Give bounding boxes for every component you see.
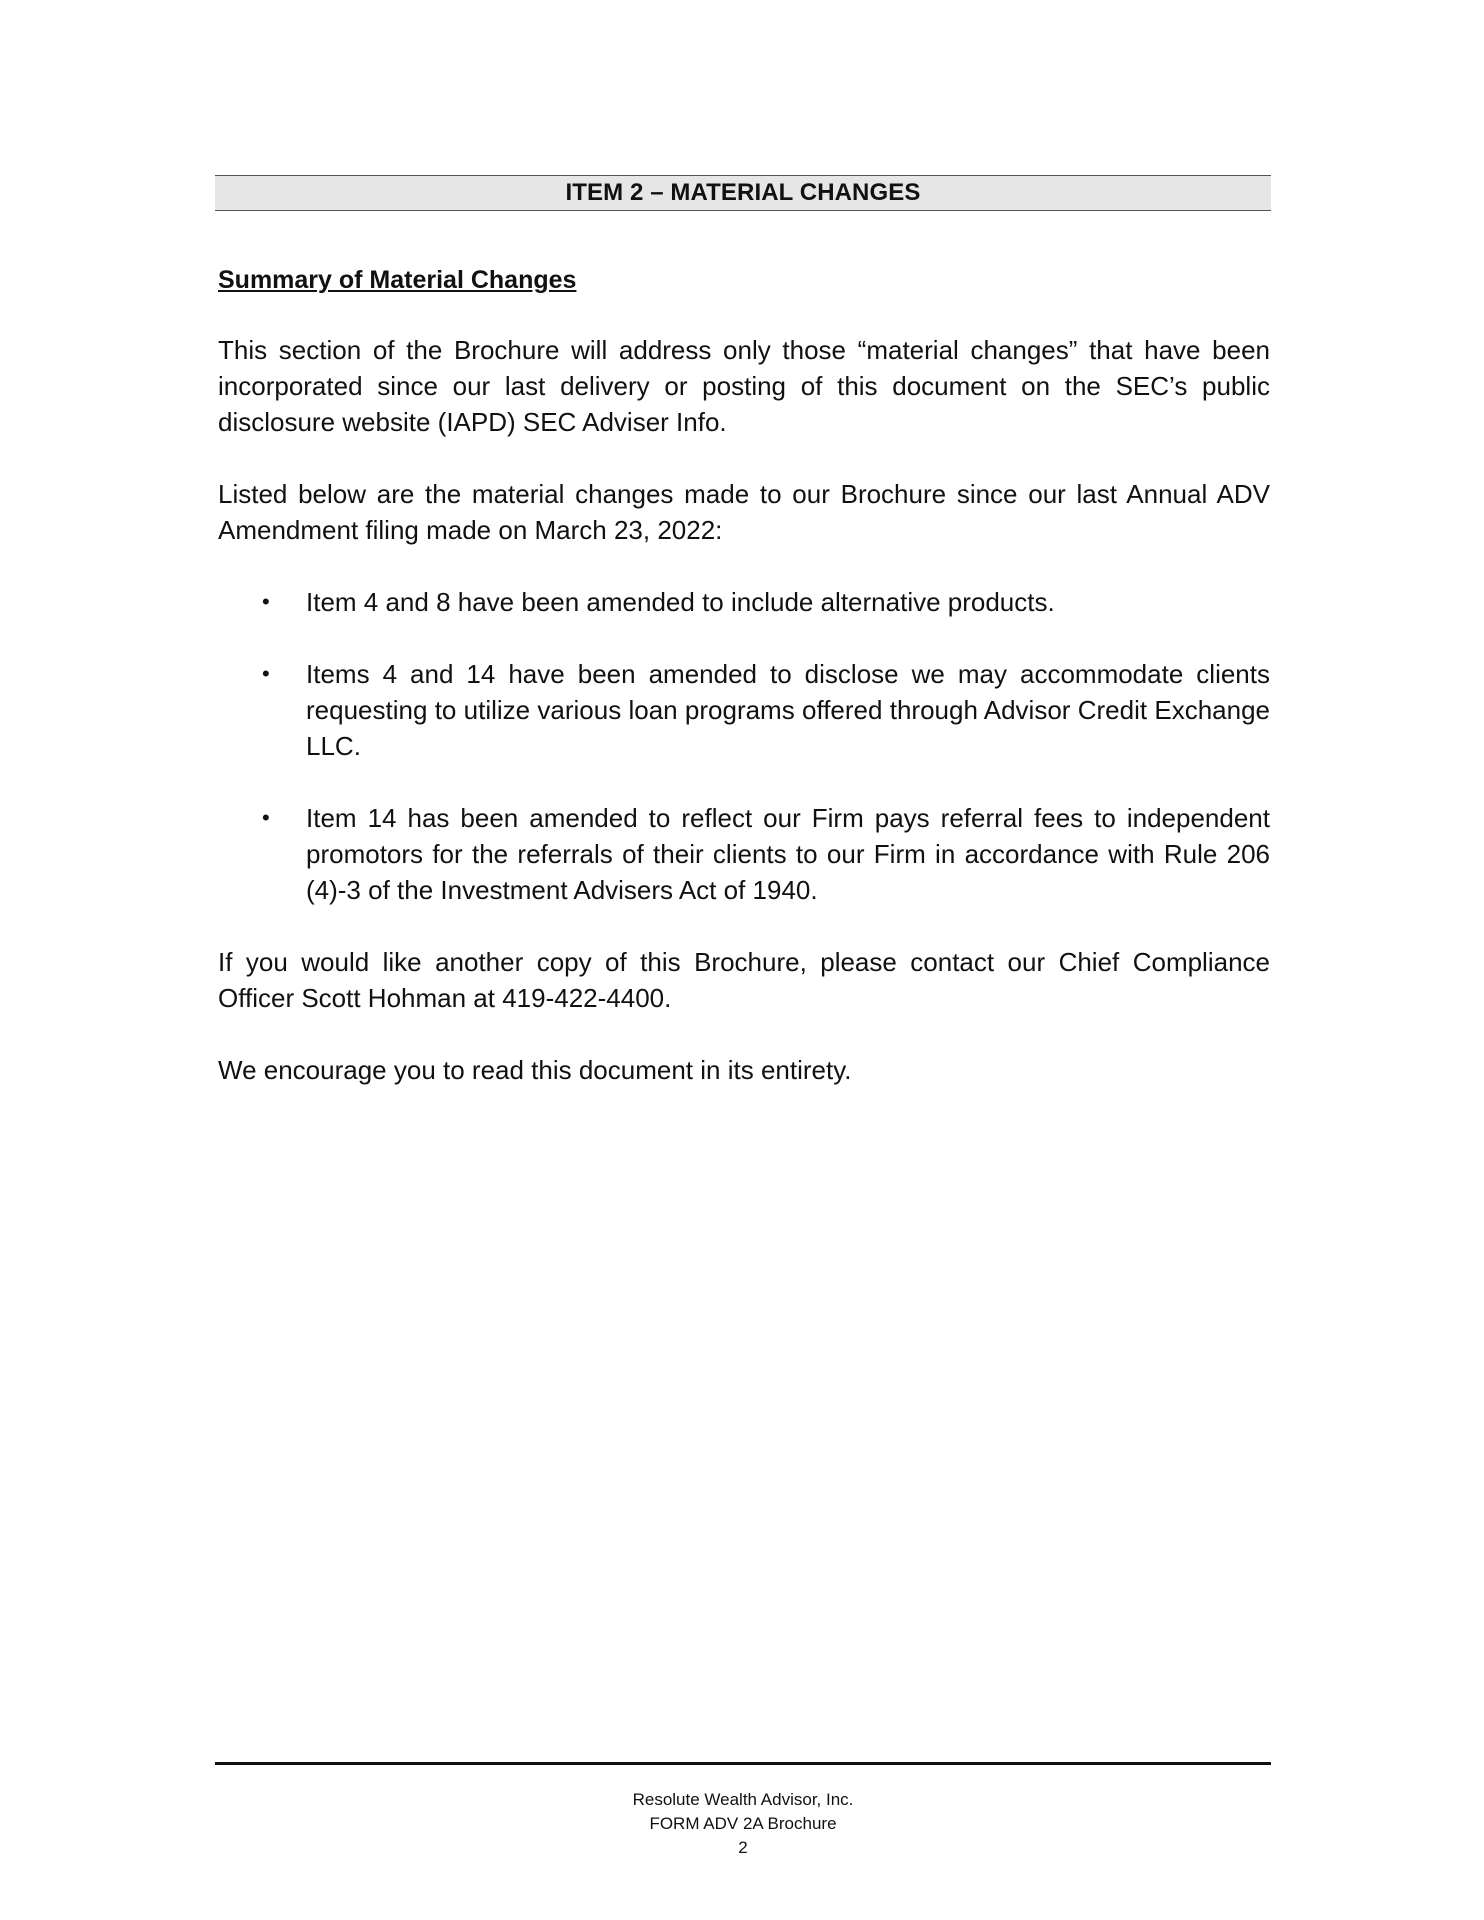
section-title: ITEM 2 – MATERIAL CHANGES: [565, 179, 921, 206]
page-footer: [215, 1788, 1271, 1860]
subheading: Summary of Material Changes: [218, 266, 577, 294]
list-item: [218, 800, 1270, 908]
material-changes-list: [218, 584, 1270, 908]
closing-paragraph: We encourage you to read this document in its entirety.: [218, 1055, 852, 1085]
contact-paragraph: If you would like another copy of this Brochure, please contact our Chief Compliance Officer Scott Hohman at 419-422-4400.: [218, 947, 1270, 1013]
footer-document-name: FORM ADV 2A Brochure: [649, 1814, 837, 1833]
list-item: [218, 584, 1270, 620]
footer-divider: [215, 1762, 1271, 1765]
list-item-text: Item 14 has been amended to reflect our Firm pays referral fees to independent promotors for the referrals of their clients to our Firm in accordance with Rule 206 (4)-3 of the Investment Advisers Act of 1940.: [306, 803, 1270, 905]
bullet-icon: •: [262, 805, 270, 830]
bullet-icon: •: [262, 661, 270, 686]
footer-company: Resolute Wealth Advisor, Inc.: [632, 1790, 854, 1809]
section-header-bar: [215, 175, 1271, 211]
list-item-text: Item 4 and 8 have been amended to include alternative products.: [306, 587, 1055, 617]
intro-paragraph: This section of the Brochure will address only those “material changes” that have been incorporated since our last delivery or posting of this document on the SEC’s public disclosure website (IAPD) SEC Adviser Info.: [218, 335, 1270, 437]
document-body: [218, 262, 1270, 1124]
lead-in-paragraph: Listed below are the material changes made to our Brochure since our last Annual ADV Amendment filing made on March 23, 2022:: [218, 479, 1270, 545]
bullet-icon: •: [262, 589, 270, 614]
page-number: 2: [738, 1838, 748, 1857]
list-item: [218, 656, 1270, 764]
list-item-text: Items 4 and 14 have been amended to disclose we may accommodate clients requesting to utilize various loan programs offered through Advisor Credit Exchange LLC.: [306, 659, 1270, 761]
